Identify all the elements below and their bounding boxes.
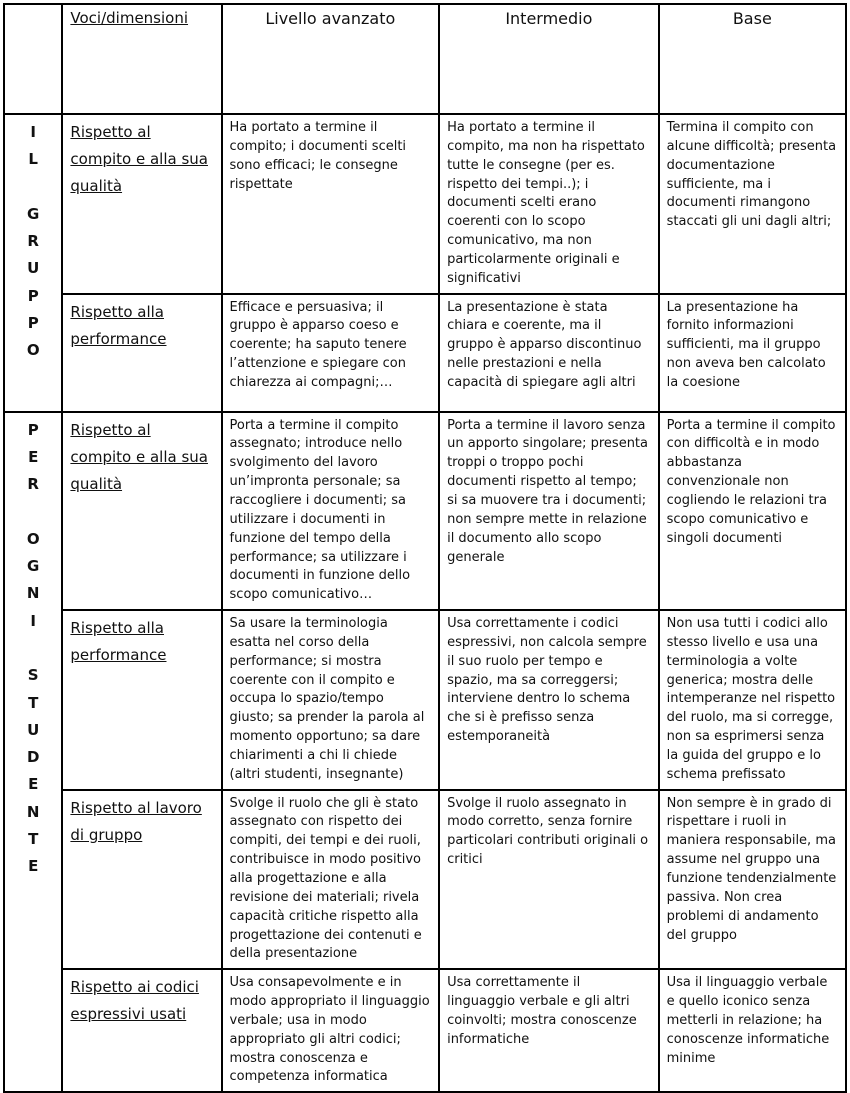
section-label-letters: I L G R U P P O: [26, 123, 40, 360]
cell-intermedio: Usa correttamente i codici espressivi, non calcola sempre il suo ruolo per tempo e spazio, ma sa correggersi; interviene dentro lo schema che si è prefisso senza estemporaneità: [439, 610, 659, 790]
header-row: [4, 4, 846, 114]
cell-avanzato: Usa consapevolmente e in modo appropriato il linguaggio verbale; usa in modo appropriato gli altri codici; mostra conoscenza e competenza informatica: [222, 969, 440, 1092]
level-intermedio-header: Intermedio: [439, 4, 659, 114]
section-label-il-gruppo: [4, 114, 62, 412]
table-row: [4, 114, 846, 294]
section-label-per-ogni-studente: [4, 412, 62, 1093]
cell-base: Non sempre è in grado di rispettare i ruoli in maniera responsabile, ma assume nel gruppo una funzione tendenzialmente passiva. Non crea problemi di andamento del gruppo: [659, 790, 846, 970]
table-row: [4, 294, 846, 412]
criterion-label: Rispetto al compito e alla sua qualità: [62, 412, 221, 610]
cell-avanzato: Ha portato a termine il compito; i documenti scelti sono efficaci; le consegne rispettate: [222, 114, 440, 294]
cell-avanzato: Porta a termine il compito assegnato; introduce nello svolgimento del lavoro un’impronta personale; sa raccogliere i documenti; sa utilizzare i documenti in funzione del tempo della performance; sa utilizzare i documenti in funzione dello scopo comunicativo…: [222, 412, 440, 610]
table-row: [4, 610, 846, 790]
table-row: [4, 969, 846, 1092]
section-label-letters: P E R O G N I S T U D E N T E: [26, 420, 40, 876]
cell-avanzato: Svolge il ruolo che gli è stato assegnato con rispetto dei compiti, dei tempi e dei ruoli, contribuisce in modo positivo alla progettazione e alla revisione dei materiali; rivela capacità critiche rispetto alla progettazione dei contenuti e della presentazione: [222, 790, 440, 970]
criterion-label: Rispetto alla performance: [62, 294, 221, 412]
cell-intermedio: Usa correttamente il linguaggio verbale e gli altri coinvolti; mostra conoscenze informatiche: [439, 969, 659, 1092]
corner-cell: [4, 4, 62, 114]
criterion-label: Rispetto al compito e alla sua qualità: [62, 114, 221, 294]
cell-base: La presentazione ha fornito informazioni sufficienti, ma il gruppo non aveva ben calcolato la coesione: [659, 294, 846, 412]
cell-intermedio: La presentazione è stata chiara e coerente, ma il gruppo è apparso discontinuo nelle prestazioni e nella capacità di spiegare agli altri: [439, 294, 659, 412]
cell-base: Usa il linguaggio verbale e quello iconico senza metterli in relazione; ha conoscenze informatiche minime: [659, 969, 846, 1092]
assessment-rubric-table: [3, 3, 847, 1093]
criterion-label: Rispetto al lavoro di gruppo: [62, 790, 221, 970]
criterion-label: Rispetto alla performance: [62, 610, 221, 790]
level-avanzato-header: Livello avanzato: [222, 4, 440, 114]
table-row: [4, 790, 846, 970]
cell-base: Porta a termine il compito con difficoltà e in modo abbastanza convenzionale non cogliendo le relazioni tra scopo comunicativo e singoli documenti: [659, 412, 846, 610]
cell-intermedio: Porta a termine il lavoro senza un apporto singolare; presenta troppi o troppo pochi documenti rispetto al tempo; si sa muovere tra i documenti; non sempre mette in relazione il documento allo scopo generale: [439, 412, 659, 610]
cell-avanzato: Efficace e persuasiva; il gruppo è apparso coeso e coerente; ha saputo tenere l’attenzione e spiegare con chiarezza ai compagni;…: [222, 294, 440, 412]
criterion-label: Rispetto ai codici espressivi usati: [62, 969, 221, 1092]
cell-intermedio: Svolge il ruolo assegnato in modo corretto, senza fornire particolari contributi originali o critici: [439, 790, 659, 970]
cell-avanzato: Sa usare la terminologia esatta nel corso della performance; si mostra coerente con il compito e occupa lo spazio/tempo giusto; sa prender la parola al momento opportuno; sa dare chiarimenti a chi li chiede (altri studenti, insegnante): [222, 610, 440, 790]
table-row: [4, 412, 846, 610]
cell-intermedio: Ha portato a termine il compito, ma non ha rispettato tutte le consegne (per es. rispetto dei tempi..); i documenti scelti erano coerenti con lo scopo comunicativo, ma non particolarmente originali e significativi: [439, 114, 659, 294]
cell-base: Non usa tutti i codici allo stesso livello e usa una terminologia a volte generica; mostra delle intemperanze nel rispetto del ruolo, ma si corregge, non sa esprimersi senza la guida del gruppo e lo schema prefissato: [659, 610, 846, 790]
cell-base: Termina il compito con alcune difficoltà; presenta documentazione sufficiente, ma i documenti rimangono staccati gli uni dagli altri;: [659, 114, 846, 294]
voci-dimensioni-header: Voci/dimensioni: [62, 4, 221, 114]
level-base-header: Base: [659, 4, 846, 114]
